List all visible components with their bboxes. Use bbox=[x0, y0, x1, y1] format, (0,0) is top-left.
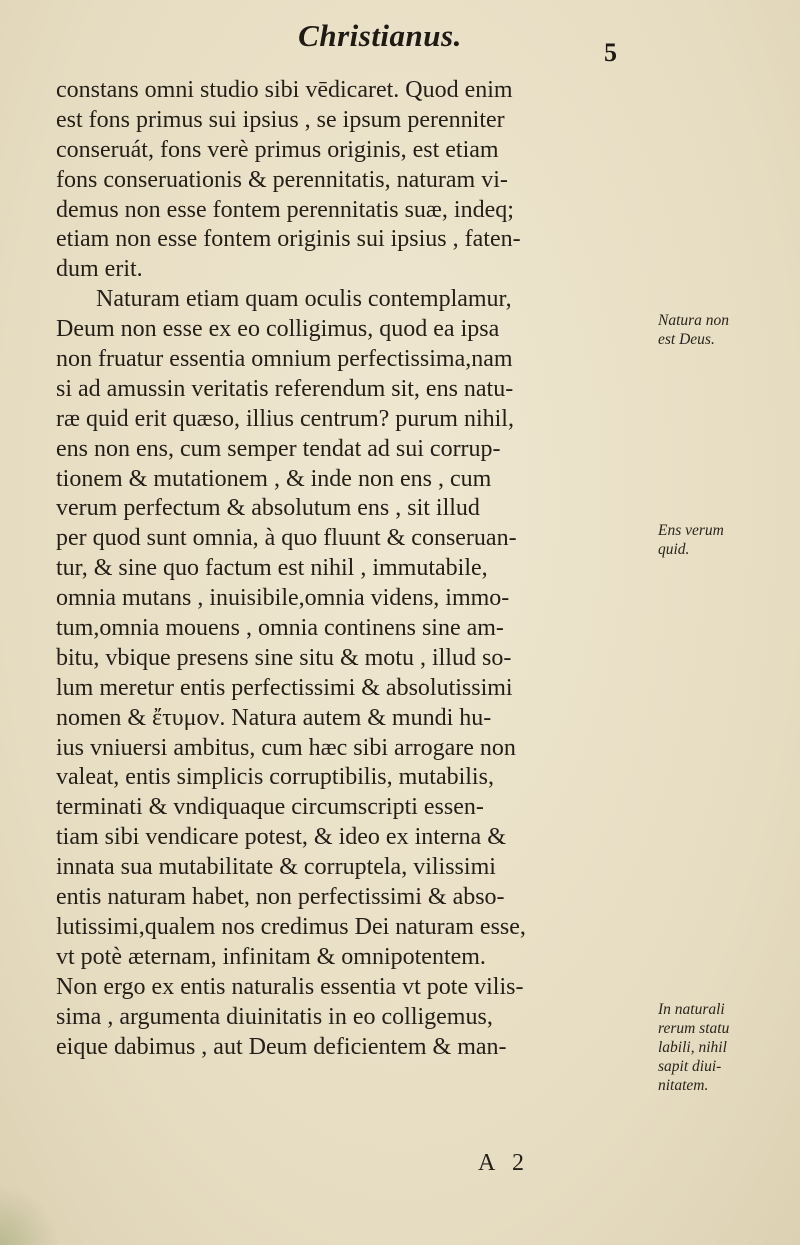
text-line: per quod sunt omnia, à quo fluunt & conseruan- bbox=[56, 525, 517, 552]
text-line: tiam sibi vendicare potest, & ideo ex interna & bbox=[56, 824, 506, 851]
text-line: si ad amussin veritatis referendum sit, ens natu- bbox=[56, 375, 514, 402]
text-line: valeat, entis simplicis corruptibilis, mutabilis, bbox=[56, 764, 494, 791]
margin-note-line: nitatem. bbox=[658, 1077, 709, 1094]
text-line: eique dabimus , aut Deum deficientem & man- bbox=[56, 1033, 507, 1060]
margin-note-line: Ens verum bbox=[658, 522, 724, 539]
margin-note-naturali bbox=[658, 1000, 798, 1095]
text-line: omnia mutans , inuisibile,omnia videns, immo- bbox=[56, 585, 510, 612]
margin-note-line: labili, nihil bbox=[658, 1039, 727, 1056]
margin-note-line: Natura non bbox=[658, 312, 730, 329]
text-line: dum erit. bbox=[56, 256, 143, 283]
text-line: ius vniuersi ambitus, cum hæc sibi arrogare non bbox=[56, 734, 516, 761]
margin-note-line: In naturali bbox=[658, 1001, 725, 1018]
text-line: fons conseruationis & perennitatis, naturam vi- bbox=[56, 166, 508, 193]
text-line: Non ergo ex entis naturalis essentia vt pote vilis- bbox=[56, 973, 524, 1000]
text-line: verum perfectum & absolutum ens , sit illud bbox=[56, 495, 480, 522]
margin-note-line: est Deus. bbox=[658, 331, 715, 348]
margin-note-ens-verum bbox=[658, 521, 798, 559]
text-line: tur, & sine quo factum est nihil , immutabile, bbox=[56, 555, 488, 582]
text-line: innata sua mutabilitate & corruptela, vilissimi bbox=[56, 854, 496, 881]
text-line: tum,omnia mouens , omnia continens sine am- bbox=[56, 615, 504, 642]
margin-note-natura bbox=[658, 311, 798, 349]
margin-note-line: sapit diui- bbox=[658, 1058, 722, 1075]
text-line: bitu, vbique presens sine situ & motu , illud so- bbox=[56, 644, 512, 671]
text-line: demus non esse fontem perennitatis suæ, indeq; bbox=[56, 196, 514, 223]
text-line: lutissimi,qualem nos credimus Dei naturam esse, bbox=[56, 913, 526, 940]
text-line: terminati & vndiquaque circumscripti essen- bbox=[56, 794, 484, 821]
text-line: sima , argumenta diuinitatis in eo colligemus, bbox=[56, 1003, 493, 1030]
text-line: lum meretur entis perfectissimi & absolutissimi bbox=[56, 674, 513, 701]
body-text bbox=[56, 76, 646, 1062]
paragraph-start-line: Naturam etiam quam oculis contemplamur, bbox=[96, 286, 512, 313]
signature-mark: A 2 bbox=[478, 1150, 531, 1176]
page-number: 5 bbox=[604, 38, 617, 67]
margin-note-line: quid. bbox=[658, 541, 690, 558]
text-line: constans omni studio sibi vēdicaret. Quod enim bbox=[56, 77, 513, 103]
text-line: ræ quid erit quæso, illius centrum? purum nihil, bbox=[56, 405, 514, 432]
text-line: vt potè æternam, infinitam & omnipotentem. bbox=[56, 943, 486, 970]
running-head: Christianus. bbox=[298, 18, 462, 53]
text-line: conseruát, fons verè primus originis, est etiam bbox=[56, 136, 499, 163]
paper-stain bbox=[0, 1185, 60, 1245]
text-line: nomen & ἔτυμον. Natura autem & mundi hu- bbox=[56, 704, 492, 731]
text-line: Deum non esse ex eo colligimus, quod ea ipsa bbox=[56, 316, 500, 343]
margin-note-line: rerum statu bbox=[658, 1020, 730, 1037]
text-line: est fons primus sui ipsius , se ipsum perenniter bbox=[56, 106, 505, 133]
text-line: non fruatur essentia omnium perfectissima,nam bbox=[56, 346, 513, 373]
text-line: tionem & mutationem , & inde non ens , cum bbox=[56, 465, 492, 492]
text-line: entis naturam habet, non perfectissimi & abso- bbox=[56, 884, 505, 911]
text-line: etiam non esse fontem originis sui ipsius , faten- bbox=[56, 226, 521, 253]
text-line: ens non ens, cum semper tendat ad sui corrup- bbox=[56, 435, 501, 462]
